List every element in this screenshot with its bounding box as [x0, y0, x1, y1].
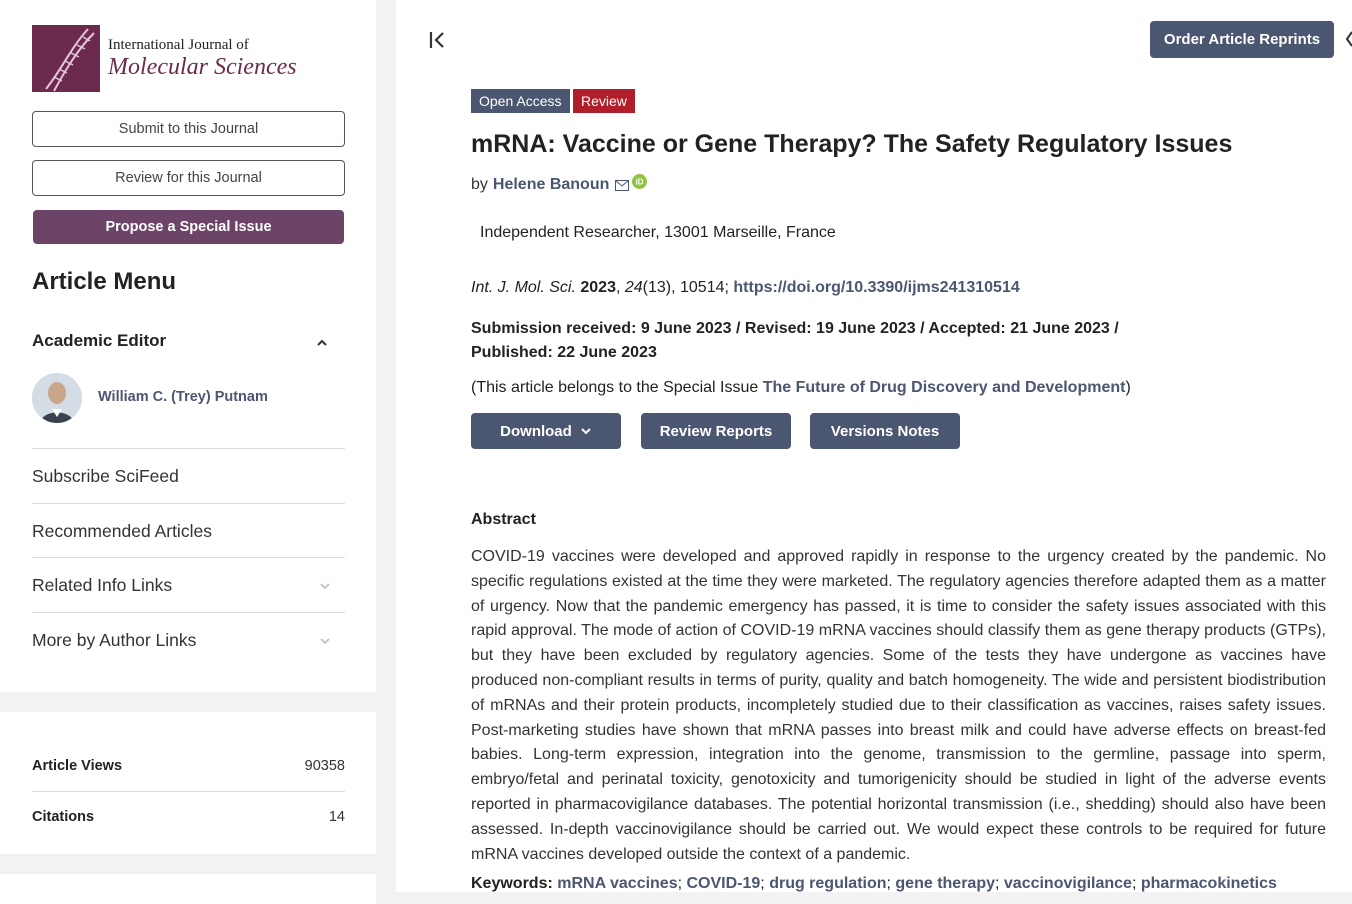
- author-link[interactable]: Helene Banoun: [492, 176, 610, 193]
- avatar[interactable]: [32, 373, 82, 423]
- review-journal-button[interactable]: Review for this Journal: [32, 160, 345, 196]
- chevron-down-icon: [319, 635, 331, 647]
- dates-line2: Published: 22 June 2023: [471, 344, 657, 361]
- stat-article-views: [32, 758, 345, 774]
- keywords-label: Keywords:: [471, 875, 553, 892]
- article-menu-title: Article Menu: [32, 268, 177, 295]
- citation-year: 2023: [580, 279, 616, 296]
- download-button[interactable]: [471, 413, 621, 449]
- journal-name-line1: International Journal of: [108, 37, 249, 53]
- journal-name-line2: Molecular Sciences: [108, 54, 297, 80]
- keyword-link[interactable]: vaccinovigilance: [1003, 875, 1132, 892]
- chevron-down-icon: [580, 425, 592, 437]
- svg-text:iD: iD: [635, 177, 644, 186]
- review-reports-button[interactable]: Review Reports: [641, 413, 791, 449]
- sidebar-item-label: Subscribe SciFeed: [32, 465, 179, 486]
- order-reprints-button[interactable]: Order Article Reprints: [1150, 21, 1334, 58]
- stat-label: Article Views: [32, 758, 123, 774]
- journal-logo[interactable]: [32, 25, 332, 92]
- stat-value: 14: [328, 809, 345, 825]
- byline: [471, 176, 647, 194]
- chevron-up-icon[interactable]: [315, 336, 329, 350]
- article-dates: [471, 317, 1171, 365]
- sidebar-item-label: Recommended Articles: [32, 520, 212, 541]
- keyword-link[interactable]: gene therapy: [895, 875, 995, 892]
- stat-value: 90358: [304, 758, 345, 774]
- editor-name-link[interactable]: William C. (Trey) Putnam: [98, 389, 268, 405]
- stat-citations: [32, 809, 345, 825]
- sidebar: [0, 0, 376, 892]
- abstract-heading: Abstract: [471, 511, 536, 528]
- keyword-link[interactable]: drug regulation: [769, 875, 887, 892]
- by-label: by: [471, 176, 488, 193]
- dates-line1: Submission received: 9 June 2023 / Revised: 19 June 2023 / Accepted: 21 June 2023 /: [471, 320, 1119, 337]
- sidebar-item-related-info-links[interactable]: [32, 557, 345, 612]
- sidebar-item-subscribe-scifeed[interactable]: [32, 448, 345, 503]
- chevron-down-icon: [319, 580, 331, 592]
- sidebar-card-bottom: [0, 874, 376, 904]
- citation: Int. J. Mol. Sci. 2023, 24(13), 10514; https://doi.org/10.3390/ijms241310514: [471, 279, 1020, 296]
- submit-button[interactable]: Submit to this Journal: [32, 111, 345, 147]
- open-access-badge: Open Access: [471, 89, 570, 113]
- divider: [32, 791, 345, 792]
- citation-journal: Int. J. Mol. Sci.: [471, 279, 576, 296]
- orcid-icon[interactable]: [632, 174, 647, 189]
- special-issue-prefix: (This article belongs to the Special Issue: [471, 379, 759, 396]
- settings-icon[interactable]: [1346, 30, 1352, 48]
- sidebar-item-label: More by Author Links: [32, 629, 197, 650]
- doi-link[interactable]: https://doi.org/10.3390/ijms241310514: [733, 279, 1020, 296]
- keyword-link[interactable]: pharmacokinetics: [1140, 875, 1277, 892]
- sidebar-item-label: Related Info Links: [32, 574, 173, 595]
- abstract-text: COVID-19 vaccines were developed and approved rapidly in response to the urgency created by the pandemic. No specific regulations existed at the time they were marketed. The regulatory agencies therefore adapted them as a matter of urgency. Now that the pandemic emergency has passed, it is time to consider the safety issues associated with this rapid approval. The mode of action of COVID-19 mRNA vaccines should classify them as gene therapy products (GTPs), but they have been excluded by regulatory agencies. Some of the tests they have undergone as vaccines have produced non-compliant results in terms of purity, quality and batch homogeneity. The wide and persistent biodistribution of mRNAs and their protein products, incompletely studied due to their classification as vaccines, raises safety issues. Post-marketing studies have shown that mRNA passes into breast milk and could have adverse effects on breast-fed babies. Long-term expression, integration into the genome, transmission to the germline, passage into sperm, embryo/fetal and perinatal toxicity, genotoxicity and tumorigenicity should be studied in light of the adverse events reported in pharmacovigilance databases. The potential horizontal transmission (i.e., shedding) should also have been assessed. In-depth vaccinovigilance should be carried out. We would expect these controls to be required for future mRNA vaccines developed outside the context of a pandemic.: [471, 548, 1326, 863]
- mail-icon[interactable]: [615, 180, 629, 191]
- citation-volume: 24: [624, 279, 643, 296]
- keywords: Keywords: mRNA vaccines; COVID-19; drug regulation; gene therapy; vaccinovigilance; pharmacokinetics: [471, 875, 1277, 892]
- propose-special-issue-button[interactable]: Propose a Special Issue: [33, 210, 344, 244]
- keyword-link[interactable]: mRNA vaccines: [557, 875, 678, 892]
- dna-logo-icon: [32, 25, 100, 92]
- stat-label: Citations: [32, 809, 95, 825]
- special-issue-note: [471, 379, 1131, 397]
- citation-issue-pages: (13), 10514;: [642, 279, 729, 296]
- affiliation: Independent Researcher, 13001 Marseille, France: [480, 224, 836, 241]
- keyword-link[interactable]: COVID-19: [686, 875, 761, 892]
- special-issue-suffix: ): [1125, 379, 1131, 396]
- article-title: mRNA: Vaccine or Gene Therapy? The Safety Regulatory Issues: [471, 130, 1233, 158]
- sidebar-item-more-by-author-links[interactable]: [32, 612, 345, 667]
- collapse-sidebar-icon[interactable]: [428, 30, 448, 50]
- review-badge: Review: [573, 89, 635, 113]
- special-issue-link[interactable]: The Future of Drug Discovery and Development: [762, 379, 1126, 396]
- sidebar-item-recommended-articles[interactable]: [32, 503, 345, 558]
- versions-notes-button[interactable]: Versions Notes: [810, 413, 960, 449]
- stats-card: [0, 712, 376, 854]
- academic-editor-title[interactable]: Academic Editor: [32, 331, 167, 350]
- download-label: Download: [500, 422, 572, 440]
